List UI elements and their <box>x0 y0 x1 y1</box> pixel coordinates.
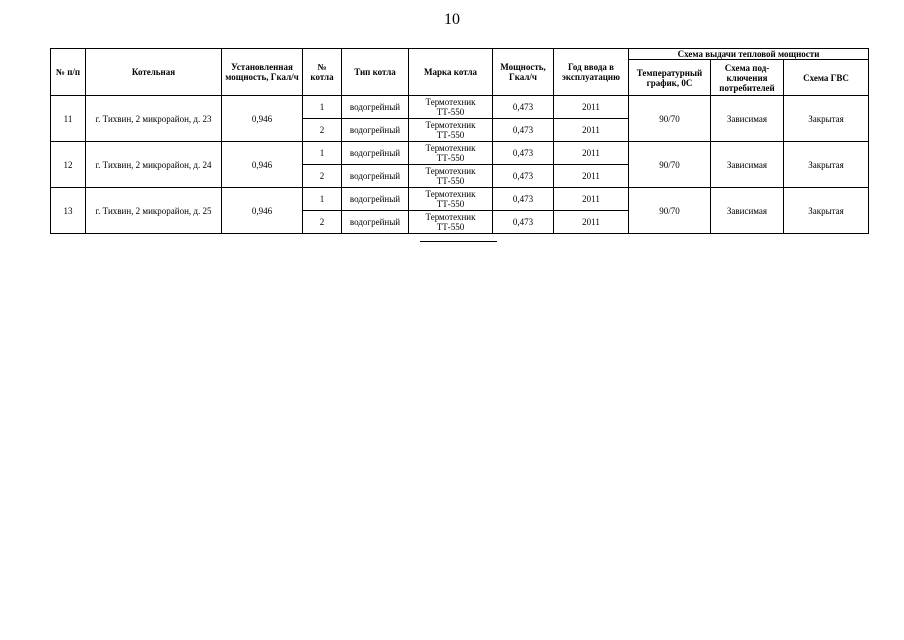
row-num: 11 <box>51 96 86 142</box>
boiler-brand: Термотехник ТТ-550 <box>409 96 493 119</box>
boiler-house-address: г. Тихвин, 2 микрорайон, д. 25 <box>86 188 222 234</box>
commission-year: 2011 <box>554 142 629 165</box>
connection-scheme: Зависимая <box>711 188 784 234</box>
header-scheme-group: Схема выдачи тепловой мощности <box>629 49 869 60</box>
commission-year: 2011 <box>554 165 629 188</box>
boiler-house-address: г. Тихвин, 2 микрорайон, д. 23 <box>86 96 222 142</box>
table-row <box>51 142 869 165</box>
boiler-type: водогрейный <box>342 188 409 211</box>
installed-capacity: 0,946 <box>222 188 303 234</box>
header-boiler-brand: Марка котла <box>409 49 493 96</box>
boiler-brand: Термотехник ТТ-550 <box>409 211 493 234</box>
connection-scheme: Зависимая <box>711 96 784 142</box>
boiler-brand: Термотехник ТТ-550 <box>409 165 493 188</box>
dhw-scheme: Закрытая <box>784 142 869 188</box>
header-num: № п/п <box>51 49 86 96</box>
boiler-type: водогрейный <box>342 165 409 188</box>
boiler-num: 2 <box>303 165 342 188</box>
boiler-capacity: 0,473 <box>493 119 554 142</box>
boiler-type: водогрейный <box>342 119 409 142</box>
commission-year: 2011 <box>554 119 629 142</box>
header-temp-schedule: Температурный график, 0С <box>629 60 711 96</box>
boiler-num: 1 <box>303 142 342 165</box>
header-year: Год ввода в эксплуатацию <box>554 49 629 96</box>
installed-capacity: 0,946 <box>222 96 303 142</box>
temp-schedule: 90/70 <box>629 188 711 234</box>
boiler-capacity: 0,473 <box>493 211 554 234</box>
boiler-brand: Термотехник ТТ-550 <box>409 142 493 165</box>
boiler-type: водогрейный <box>342 211 409 234</box>
header-boiler-num: № котла <box>303 49 342 96</box>
dhw-scheme: Закрытая <box>784 96 869 142</box>
connection-scheme: Зависимая <box>711 142 784 188</box>
header-boiler-type: Тип котла <box>342 49 409 96</box>
table-row <box>51 96 869 119</box>
boiler-type: водогрейный <box>342 142 409 165</box>
header-capacity: Мощность, Гкал/ч <box>493 49 554 96</box>
installed-capacity: 0,946 <box>222 142 303 188</box>
dhw-scheme: Закрытая <box>784 188 869 234</box>
boiler-table <box>50 48 869 234</box>
row-num: 13 <box>51 188 86 234</box>
boiler-capacity: 0,473 <box>493 165 554 188</box>
commission-year: 2011 <box>554 211 629 234</box>
boiler-num: 1 <box>303 188 342 211</box>
footer-divider <box>420 241 497 242</box>
header-connection-scheme: Схема под-ключения потребителей <box>711 60 784 96</box>
temp-schedule: 90/70 <box>629 142 711 188</box>
header-installed-capacity: Установленная мощность, Гкал/ч <box>222 49 303 96</box>
header-dhw-scheme: Схема ГВС <box>784 60 869 96</box>
boiler-capacity: 0,473 <box>493 188 554 211</box>
boiler-type: водогрейный <box>342 96 409 119</box>
row-num: 12 <box>51 142 86 188</box>
temp-schedule: 90/70 <box>629 96 711 142</box>
boiler-num: 1 <box>303 96 342 119</box>
table-row <box>51 188 869 211</box>
boiler-brand: Термотехник ТТ-550 <box>409 119 493 142</box>
commission-year: 2011 <box>554 96 629 119</box>
boiler-num: 2 <box>303 119 342 142</box>
boiler-brand: Термотехник ТТ-550 <box>409 188 493 211</box>
boiler-capacity: 0,473 <box>493 142 554 165</box>
boiler-num: 2 <box>303 211 342 234</box>
boiler-house-address: г. Тихвин, 2 микрорайон, д. 24 <box>86 142 222 188</box>
commission-year: 2011 <box>554 188 629 211</box>
header-boiler-house: Котельная <box>86 49 222 96</box>
page-number: 10 <box>444 11 460 28</box>
boiler-capacity: 0,473 <box>493 96 554 119</box>
